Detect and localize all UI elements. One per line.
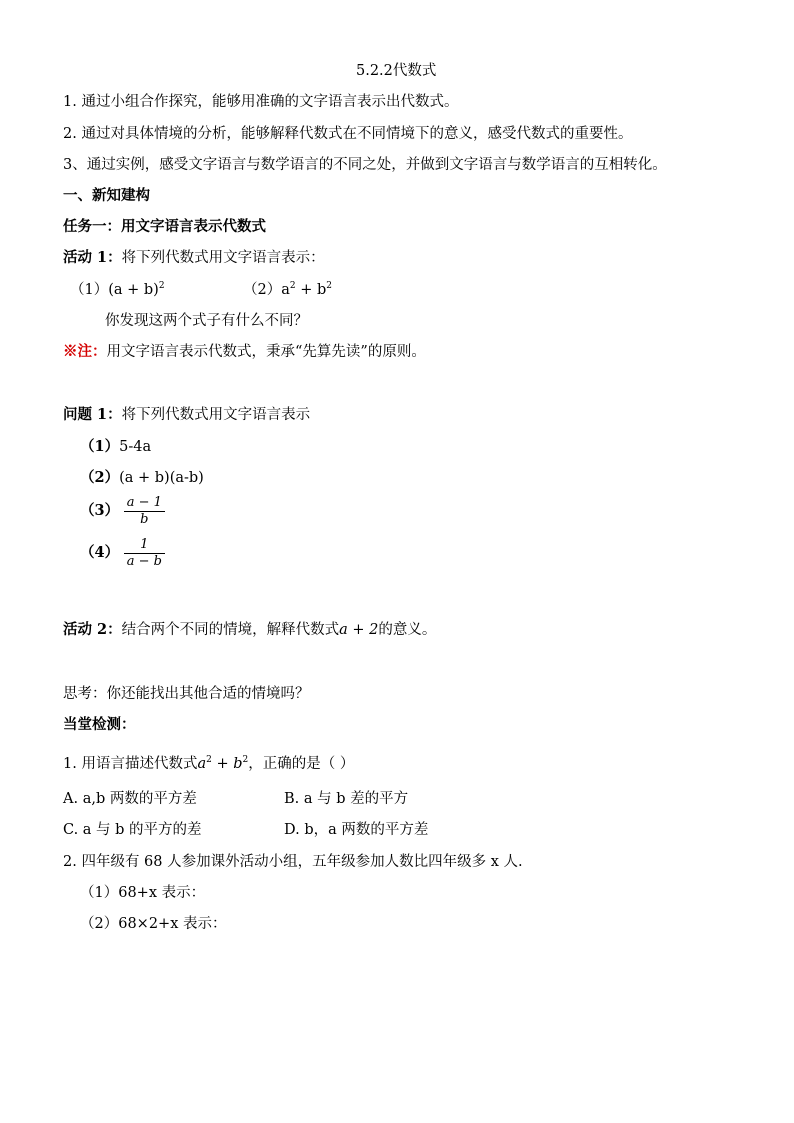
fraction-3: $\frac{a - 1}{b}$ (124, 495, 165, 528)
option-b: B. a 与 b 差的平方 (284, 791, 409, 807)
activity-1-question: 你发现这两个式子有什么不同？ (105, 313, 308, 329)
note-text: 用文字语言表示代数式，秉承“先算先读”的原则。 (106, 344, 426, 360)
activity-1-text: 将下列代数式用文字语言表示： (121, 250, 325, 266)
check-question-2-part-1: （1）68+x 表示： (80, 885, 206, 901)
fraction-4: $\frac{1}{a - b}$ (124, 537, 165, 570)
section-heading: 一、新知建构 (63, 187, 150, 204)
activity-1-item-2: $(2)a^2 + b^2$ (243, 281, 332, 298)
objective-2: 2. 通过对具体情境的分析，能够解释代数式在不同情境下的意义，感受代数式的重要性。 (63, 126, 633, 142)
question-1-item-2: （2）(a + b)(a-b) (80, 469, 204, 486)
activity-1-label: 活动 1： (63, 249, 122, 266)
option-d: D. b，a 两数的平方差 (284, 822, 429, 838)
activity-2-label: 活动 2： (63, 621, 122, 638)
task-heading: 任务一：用文字语言表示代数式 (63, 218, 266, 235)
question-1 (63, 405, 310, 425)
page-title: 5.2.2代数式 (356, 63, 437, 79)
question-1-label: 问题 1： (63, 406, 122, 423)
option-c: C. a 与 b 的平方的差 (63, 822, 202, 838)
think: 思考：你还能找出其他合适的情境吗？ (63, 686, 310, 702)
question-1-item-1: （1）5-4a (80, 438, 152, 455)
check-heading: 当堂检测： (63, 716, 136, 733)
note (63, 342, 426, 362)
question-1-item-4: （4） $\frac{1}{a - b}$ (80, 536, 165, 570)
activity-1 (63, 248, 325, 268)
check-question-2-part-2: （2）68×2+x 表示： (80, 916, 227, 932)
option-a: A. a,b 两数的平方差 (63, 791, 197, 807)
activity-1-item-1: $(1)(a + b)^2$ (70, 281, 165, 298)
note-label: ※注： (63, 343, 107, 360)
question-1-text: 将下列代数式用文字语言表示 (121, 407, 311, 423)
objective-1: 1. 通过小组合作探究，能够用准确的文字语言表示出代数式。 (63, 94, 459, 110)
activity-2: 活动 2：结合两个不同的情境，解释代数式a + 2的意义。 (63, 621, 437, 638)
question-1-item-3: （3） $\frac{a - 1}{b}$ (80, 494, 165, 528)
activity-2-expr: a + 2 (339, 622, 379, 638)
check-question-1: 1. 用语言描述代数式$a^2 + b^2$，正确的是（ ） (63, 755, 355, 772)
objective-3: 3、通过实例，感受文字语言与数学语言的不同之处，并做到文字语言与数学语言的互相转化。 (63, 157, 667, 173)
check-question-2: 2. 四年级有 68 人参加课外活动小组，五年级参加人数比四年级多 x 人. (63, 854, 523, 870)
